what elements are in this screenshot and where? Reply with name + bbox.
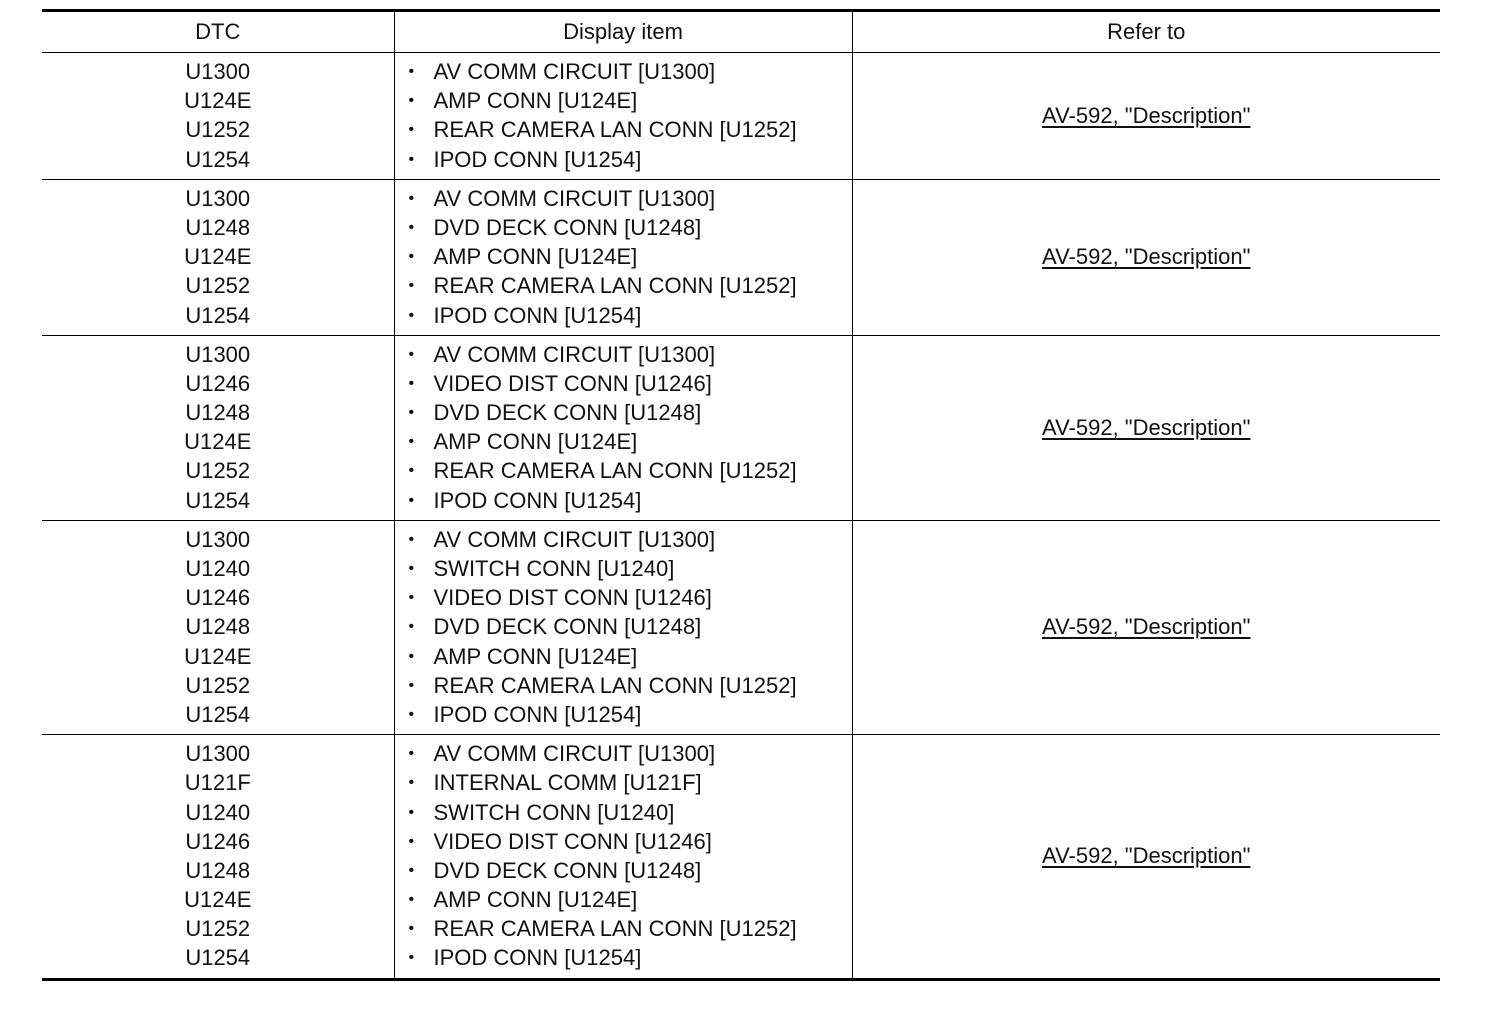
display-item-list [395,340,852,515]
display-item: • AMP CONN [U124E] [409,242,852,271]
table-row [42,735,1440,980]
display-item-list [395,57,852,174]
display-item: • IPOD CONN [U1254] [409,943,852,972]
display-item: • REAR CAMERA LAN CONN [U1252] [409,914,852,943]
display-item: • AV COMM CIRCUIT [U1300] [409,525,852,554]
display-item: • AV COMM CIRCUIT [U1300] [409,340,852,369]
display-item: • AMP CONN [U124E] [409,427,852,456]
display-item: • DVD DECK CONN [U1248] [409,213,852,242]
table-body [42,53,1440,980]
display-item-list [395,525,852,729]
table-row [42,179,1440,335]
display-item: • DVD DECK CONN [U1248] [409,856,852,885]
display-item-cell [394,520,852,734]
dtc-code: U1246 [185,370,251,396]
dtc-code: U121F [184,770,251,796]
dtc-code: U1300 [185,59,251,84]
display-item: • SWITCH CONN [U1240] [409,798,852,827]
display-item: • AV COMM CIRCUIT [U1300] [409,57,852,86]
dtc-code: U1248 [185,614,251,640]
dtc-code: U1254 [185,487,251,513]
refer-link[interactable]: AV-592, "Description" [1042,414,1251,440]
refer-link[interactable]: AV-592, "Description" [1042,102,1251,128]
dtc-code: U1252 [185,916,251,942]
dtc-code: U1246 [185,828,251,854]
display-item-list [395,739,852,973]
display-item-cell [394,53,852,180]
dtc-cell [42,179,394,335]
refer-link[interactable]: AV-592, "Description" [1042,614,1251,640]
display-item: • AMP CONN [U124E] [409,86,852,115]
display-item: • IPOD CONN [U1254] [409,145,852,174]
display-item: • DVD DECK CONN [U1248] [409,398,852,427]
display-item: • IPOD CONN [U1254] [409,301,852,330]
dtc-code: U1252 [185,672,251,698]
table-row [42,53,1440,180]
dtc-code: U1248 [185,400,251,426]
dtc-code: U1300 [185,526,251,552]
refer-to-cell [852,53,1440,180]
dtc-code: U124E [184,643,252,669]
display-item-list [395,184,852,330]
dtc-code: U1300 [185,741,251,767]
refer-to-cell [852,735,1440,980]
display-item: • VIDEO DIST CONN [U1246] [409,827,852,856]
display-item: • SWITCH CONN [U1240] [409,554,852,583]
dtc-code: U1300 [185,185,251,211]
display-item: • REAR CAMERA LAN CONN [U1252] [409,271,852,300]
dtc-code: U1246 [185,585,251,611]
display-item: • AV COMM CIRCUIT [U1300] [409,739,852,768]
dtc-code: U1248 [185,857,251,883]
display-item-cell [394,735,852,980]
dtc-code: U1240 [185,799,251,825]
table-row [42,335,1440,520]
display-item: • IPOD CONN [U1254] [409,700,852,729]
display-item-cell [394,335,852,520]
display-item: • VIDEO DIST CONN [U1246] [409,369,852,398]
display-item: • AMP CONN [U124E] [409,885,852,914]
dtc-code: U124E [184,244,252,270]
header-row [42,11,1440,53]
header-refer-to: Refer to [852,11,1440,53]
dtc-table [42,9,1440,981]
dtc-cell [42,53,394,180]
refer-link[interactable]: AV-592, "Description" [1042,244,1251,270]
dtc-cell [42,335,394,520]
dtc-cell [42,520,394,734]
dtc-code: U124E [184,88,252,114]
dtc-code: U1254 [185,701,251,727]
dtc-code: U1252 [185,117,251,143]
header-dtc: DTC [42,11,394,53]
dtc-code: U1254 [185,302,251,328]
display-item: • AMP CONN [U124E] [409,642,852,671]
refer-to-cell [852,179,1440,335]
header-display-item: Display item [394,11,852,53]
display-item: • REAR CAMERA LAN CONN [U1252] [409,115,852,144]
dtc-code: U1240 [185,556,251,581]
dtc-code: U124E [184,429,252,455]
display-item: • REAR CAMERA LAN CONN [U1252] [409,456,852,485]
display-item: • IPOD CONN [U1254] [409,486,852,515]
refer-to-cell [852,335,1440,520]
display-item: • AV COMM CIRCUIT [U1300] [409,184,852,213]
dtc-code: U1252 [185,273,251,299]
refer-to-cell [852,520,1440,734]
dtc-code: U1300 [185,341,251,367]
display-item: • REAR CAMERA LAN CONN [U1252] [409,671,852,700]
display-item: • DVD DECK CONN [U1248] [409,612,852,641]
dtc-code: U1248 [185,214,251,240]
refer-link[interactable]: AV-592, "Description" [1042,843,1251,869]
dtc-code: U1252 [185,458,251,484]
display-item: • VIDEO DIST CONN [U1246] [409,583,852,612]
table-row [42,520,1440,734]
display-item-cell [394,179,852,335]
dtc-cell [42,735,394,980]
dtc-code: U1254 [185,146,251,172]
display-item: • INTERNAL COMM [U121F] [409,768,852,797]
dtc-code: U1254 [185,945,251,971]
dtc-code: U124E [184,887,252,913]
